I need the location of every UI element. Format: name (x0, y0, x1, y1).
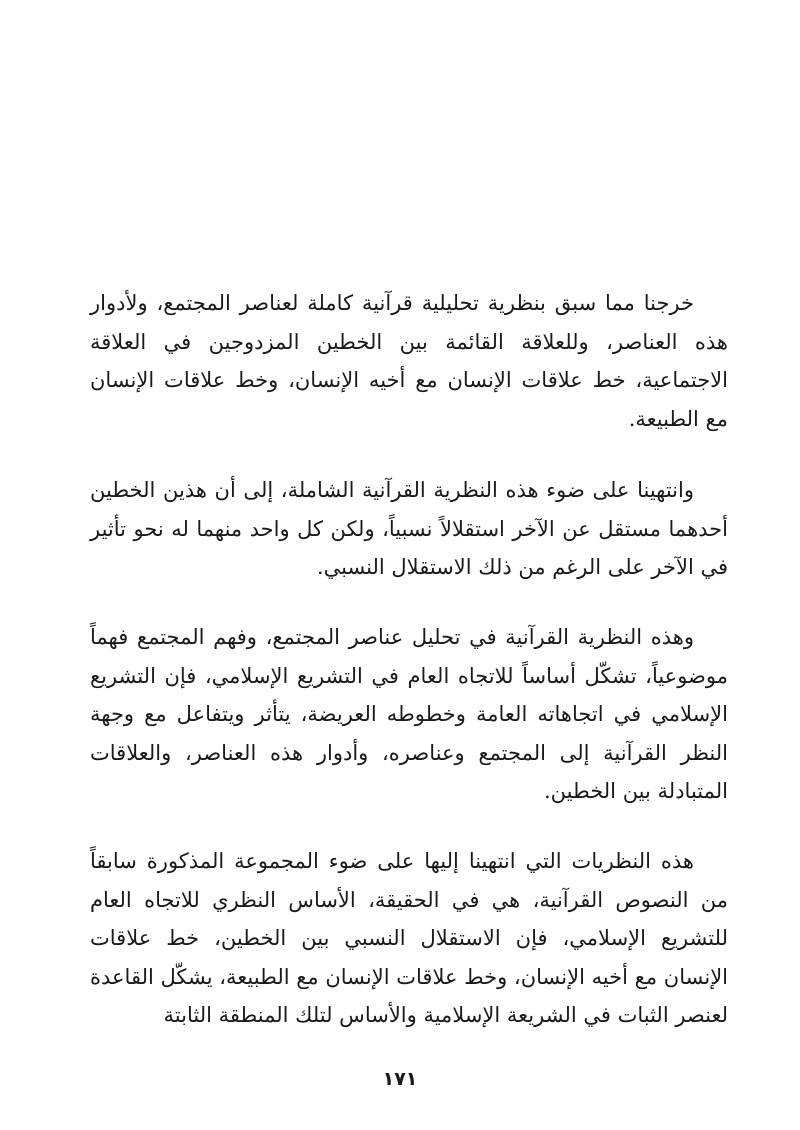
paragraph-4: هذه النظريات التي انتهينا إليها على ضوء المجموعة المذكورة سابقاً من النصوص القرآنية، هي في الحقيقة، الأساس النظري للاتجاه العام للتشريع الإسلامي، فإن الاستقلال النسبي بين الخطين، خط علاقات الإنسان مع أخيه الإنسان، وخط علاقات الإنسان مع الطبيعة، يشكّل القاعدة لعنصر الثبات في الشريعة الإسلامية والأساس لتلك المنطقة الثابتة (90, 849, 728, 1027)
paragraph-1: خرجنا مما سبق بنظرية تحليلية قرآنية كاملة لعناصر المجتمع، ولأدوار هذه العناصر، وللعلاقة القائمة بين الخطين المزدوجين في العلاقة الاجتماعية، خط علاقات الإنسان مع أخيه الإنسان، وخط علاقات الإنسان مع الطبيعة. (90, 291, 728, 431)
paragraph-2: وانتهينا على ضوء هذه النظرية القرآنية الشاملة، إلى أن هذين الخطين أحدهما مستقل عن الآخر استقلالاً نسبياً، ولكن كل واحد منهما له نحو تأثير في الآخر على الرغم من ذلك الاستقلال النسبي. (90, 478, 728, 579)
page-number: ١٧١ (382, 1068, 418, 1090)
paragraph-3: وهذه النظرية القرآنية في تحليل عناصر المجتمع، وفهم المجتمع فهماً موضوعياً، تشكّل أساساً للاتجاه العام في التشريع الإسلامي، فإن التشريع الإسلامي في اتجاهاته العامة وخطوطه العريضة، يتأثر ويتفاعل مع وجهة النظر القرآنية إلى المجتمع وعناصره، وأدوار هذه العناصر، والعلاقات المتبادلة بين الخطين. (90, 625, 728, 803)
